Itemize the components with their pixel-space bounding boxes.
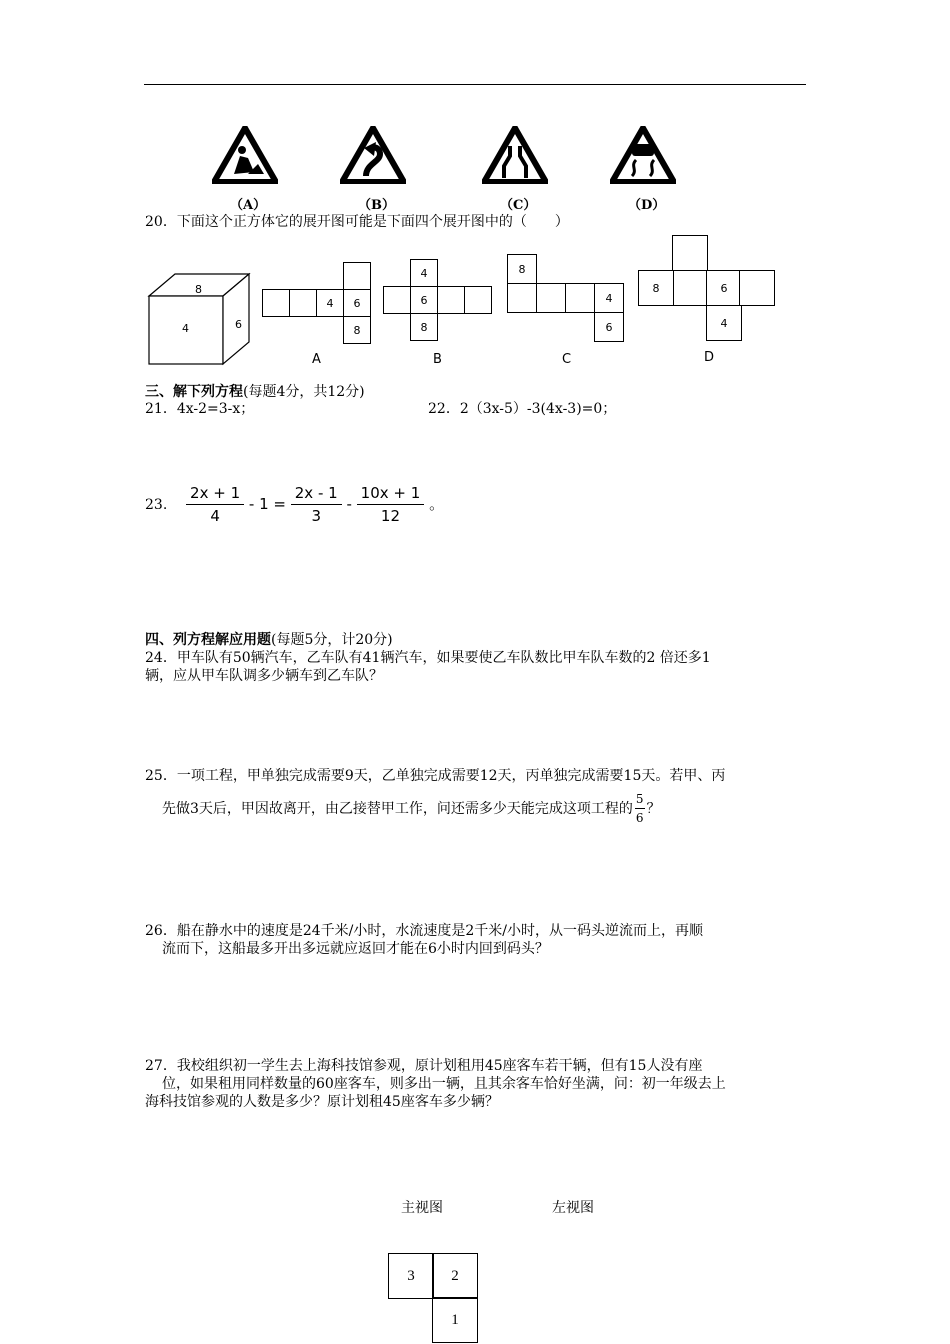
- section-4-heading: 四、列方程解应用题(每题5分，计20分): [145, 632, 393, 648]
- question-21: 21．4x-2=3-x；: [145, 401, 255, 417]
- sign-label-c: （C）: [500, 198, 537, 213]
- fraction-2: $\frac{2x - 1}{3}$: [291, 484, 342, 525]
- construction-worker-icon: [212, 126, 278, 184]
- net-cell: [262, 289, 290, 317]
- question-24-line2: 辆，应从甲车队调多少辆车到乙车队？: [145, 668, 383, 684]
- q23-mid: - 1 =: [248, 495, 286, 513]
- question-22: 22．2（3x-5）-3(4x-3)=0；: [428, 401, 617, 417]
- slippery-road-icon: [610, 126, 676, 184]
- grid-cell: 3: [388, 1253, 434, 1299]
- net-cell: 6: [343, 289, 371, 317]
- question-27-line3: 海科技馆参观的人数是多少？原计划租45座客车多少辆？: [145, 1094, 499, 1110]
- net-cell: [672, 235, 708, 271]
- bend-road-icon: [340, 126, 406, 184]
- question-26-line1: 26．船在静水中的速度是24千米/小时，水流速度是2千米/小时，从一码头逆流而上，再顺: [145, 923, 703, 939]
- front-view-label: 主视图: [401, 1200, 443, 1216]
- net-cell: 4: [706, 305, 742, 341]
- net-cell: 6: [706, 270, 742, 306]
- net-cell: 6: [410, 286, 438, 314]
- net-cell: [343, 262, 371, 290]
- net-cell: 4: [410, 259, 438, 287]
- cube-top-number: 8: [195, 283, 202, 296]
- header-rule: [144, 84, 806, 85]
- net-cell: 6: [594, 312, 624, 342]
- net-cell: [507, 283, 537, 313]
- question-27-line1: 27．我校组织初一学生去上海科技馆参观，原计划租用45座客车若干辆，但有15人没有座: [145, 1058, 703, 1074]
- question-25-line2: 先做3天后，甲因故离开，由乙接替甲工作，问还需多少天能完成这项工程的 $\frac{5}{6}$ ？: [162, 792, 661, 825]
- net-cell: 8: [410, 313, 438, 341]
- traffic-signs-row: [200, 120, 680, 215]
- grid-cell: 2: [432, 1253, 478, 1299]
- net-label-d: D: [704, 350, 715, 365]
- net-cell: 8: [507, 254, 537, 284]
- question-23: [145, 484, 444, 525]
- grid-cell: 1: [432, 1297, 478, 1343]
- question-27-line2: 位，如果租用同样数量的60座客车，则多出一辆，且其余客车恰好坐满，问：初一年级去上: [162, 1076, 726, 1092]
- net-cell: 8: [638, 270, 674, 306]
- fraction-1: $\frac{2x + 1}{4}$: [186, 484, 244, 525]
- left-view-label: 左视图: [552, 1200, 594, 1216]
- question-25-line1: 25．一项工程，甲单独完成需要9天，乙单独完成需要12天，丙单独完成需要15天。若甲、丙: [145, 768, 726, 784]
- net-label-a: A: [312, 352, 321, 367]
- net-cell: [536, 283, 566, 313]
- section-3-heading: 三、解下列方程(每题4分，共12分): [145, 384, 365, 400]
- q23-number: 23.: [145, 497, 168, 513]
- net-label-b: B: [433, 352, 442, 367]
- fraction-3: $\frac{10x + 1}{12}$: [357, 484, 425, 525]
- sign-label-b: （B）: [358, 198, 395, 213]
- net-cell: [739, 270, 775, 306]
- cube-right-number: 6: [235, 318, 242, 331]
- net-cell: [437, 286, 465, 314]
- net-cell: [673, 270, 709, 306]
- net-cell: 4: [316, 289, 344, 317]
- net-cell: [383, 286, 411, 314]
- question-20: 20．下面这个正方体它的展开图可能是下面四个展开图中的（ ）: [145, 214, 569, 230]
- sign-label-d: （D）: [628, 198, 666, 213]
- question-24-line1: 24．甲车队有50辆汽车，乙车队有41辆汽车，如果要使乙车队数比甲车队车数的2 倍还多1: [145, 650, 711, 666]
- net-cell: [565, 283, 595, 313]
- road-narrows-icon: [482, 126, 548, 184]
- net-cell: 4: [594, 283, 624, 313]
- sign-label-a: （A）: [230, 198, 267, 213]
- net-cell: [464, 286, 492, 314]
- q23-end: 。: [429, 495, 445, 513]
- fraction-5-6: $\frac{5}{6}$: [635, 792, 644, 825]
- q23-minus: -: [346, 495, 352, 513]
- cube-front-number: 4: [182, 322, 189, 335]
- question-26-line2: 流而下，这船最多开出多远就应返回才能在6小时内回到码头？: [162, 941, 549, 957]
- net-label-c: C: [562, 352, 572, 367]
- net-cell: [289, 289, 317, 317]
- net-cell: 8: [343, 316, 371, 344]
